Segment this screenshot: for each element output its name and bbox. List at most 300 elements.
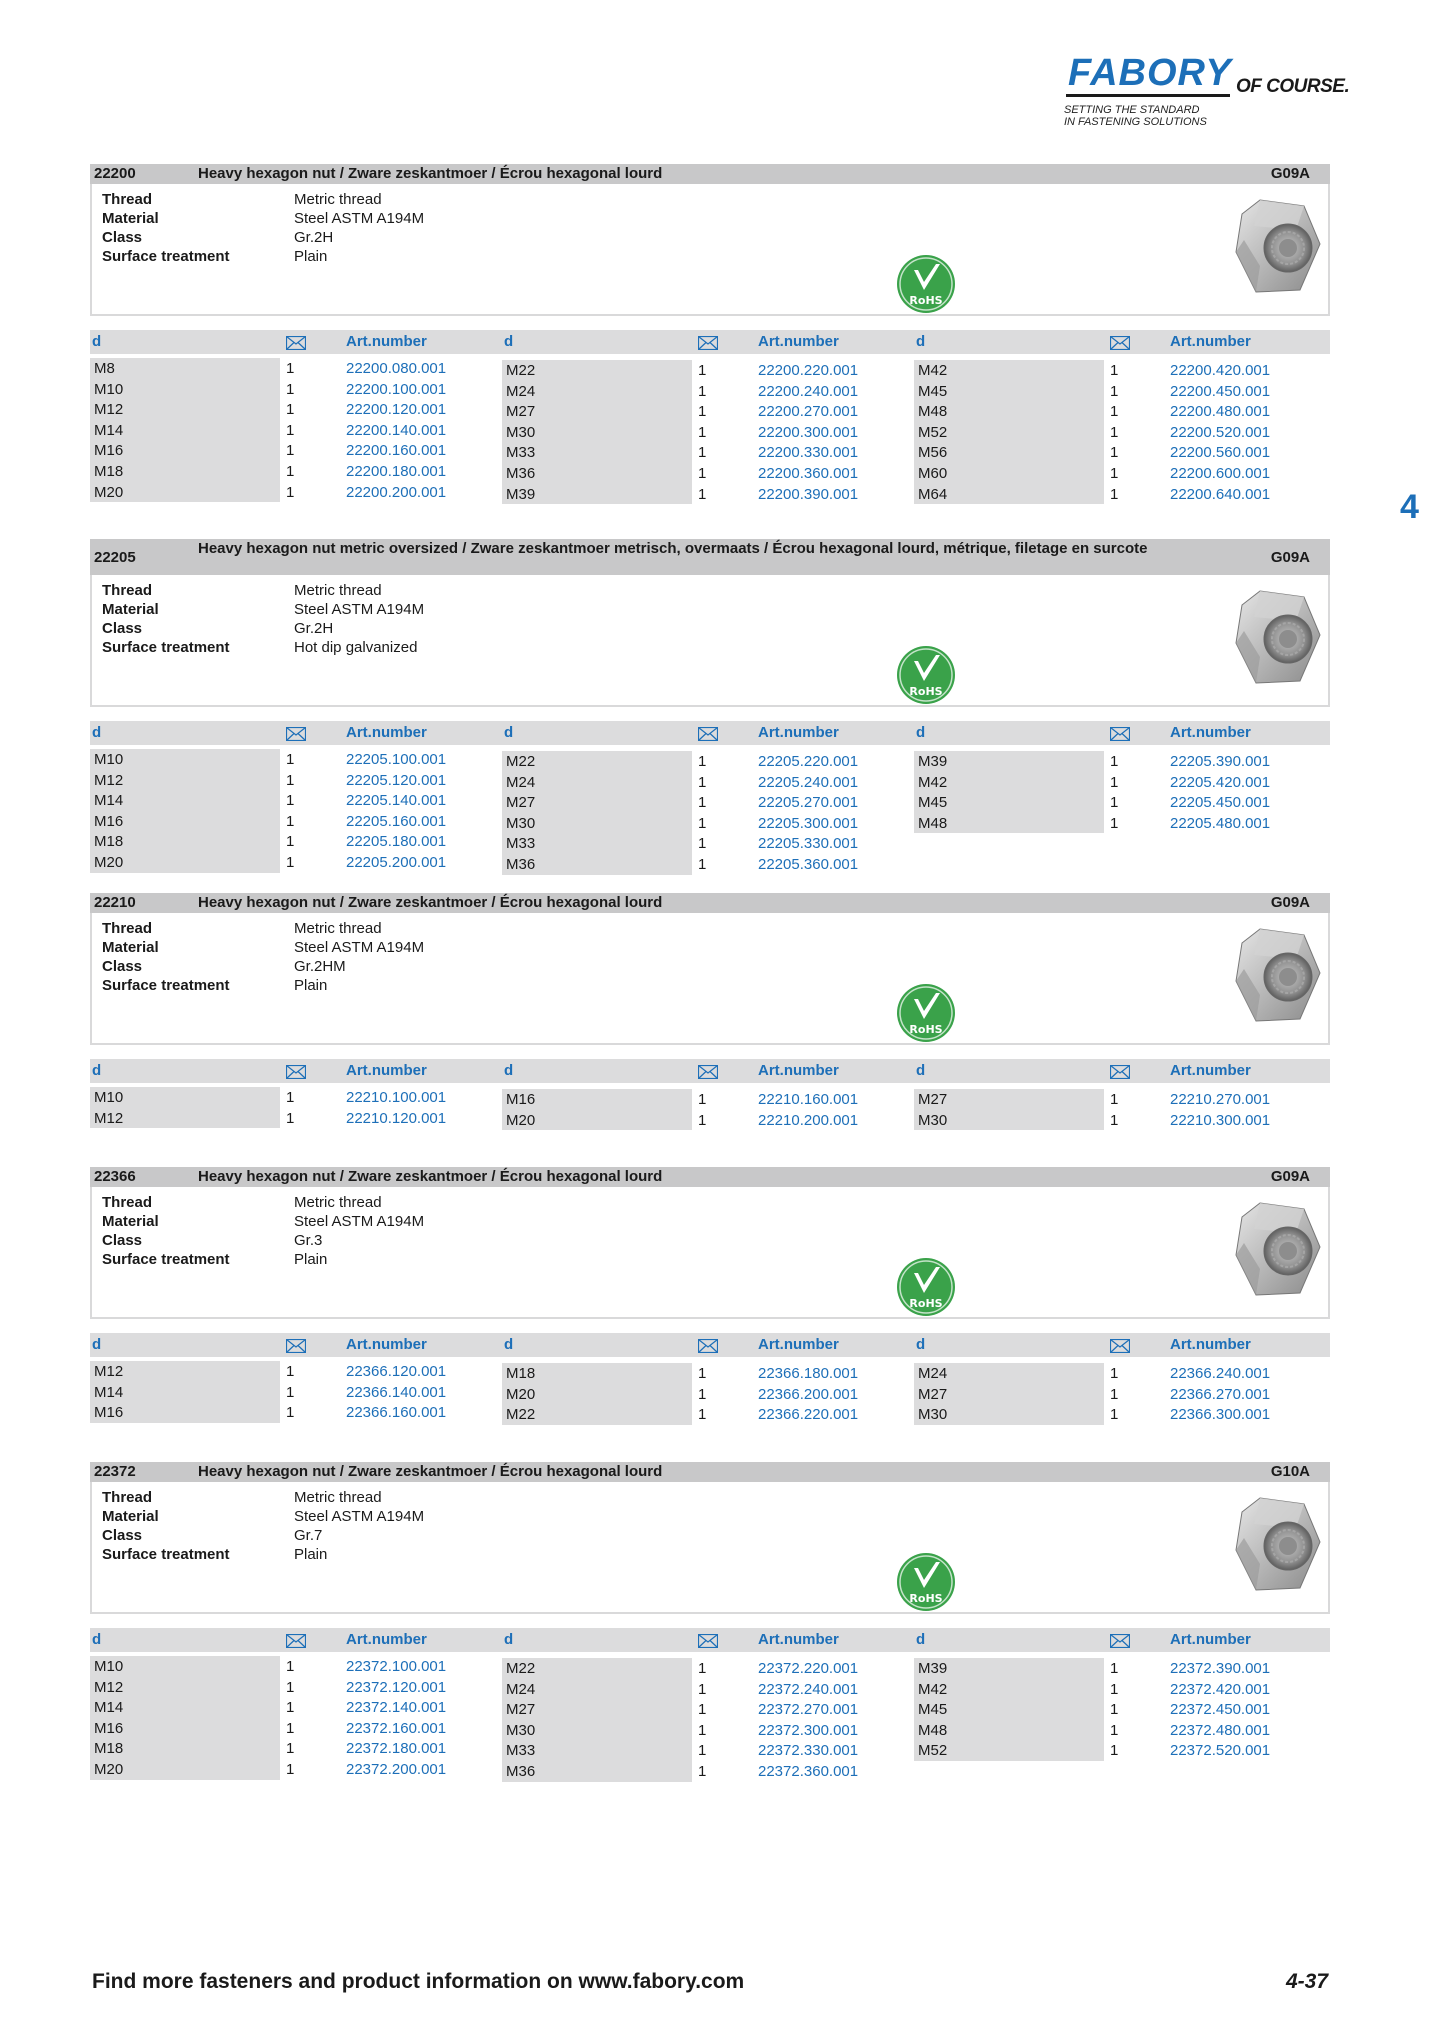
spec-value: Gr.2H	[294, 620, 334, 637]
quantity-header	[698, 1634, 718, 1648]
rohs-badge-icon	[896, 983, 956, 1043]
article-number-link[interactable]: 22205.390.001	[1170, 753, 1271, 770]
rohs-badge	[896, 254, 956, 314]
table-row	[90, 420, 490, 441]
product-title: Heavy hexagon nut / Zware zeskantmoer / Écrou hexagonal lourd	[198, 894, 663, 911]
column-header-art-number: Art.number	[346, 1336, 427, 1353]
article-number-link[interactable]: 22200.270.001	[758, 403, 859, 421]
spec-list	[102, 190, 424, 266]
quantity-cell: 1	[1110, 1365, 1119, 1382]
article-number-link[interactable]: 22200.480.001	[1170, 403, 1271, 421]
product-group-code: G09A	[1270, 894, 1310, 911]
table-row	[90, 482, 490, 503]
spec-label: Class	[102, 620, 143, 637]
size-cell: M14	[90, 420, 280, 441]
table-row	[502, 1110, 902, 1131]
article-number-link[interactable]: 22205.420.001	[1170, 773, 1271, 791]
article-number-link[interactable]: 22200.240.001	[758, 382, 859, 400]
quantity-cell: 1	[698, 753, 707, 770]
article-number-link[interactable]: 22200.420.001	[1170, 362, 1271, 379]
table-row	[90, 1402, 490, 1423]
fabory-logo	[1060, 52, 1360, 142]
rohs-badge-icon	[896, 645, 956, 705]
size-cell: M22	[502, 360, 692, 381]
article-number-link[interactable]: 22200.120.001	[346, 401, 447, 419]
quantity-header	[698, 1339, 718, 1353]
table-row	[502, 813, 902, 834]
table-row	[914, 1699, 1314, 1720]
spec-label: Surface treatment	[102, 1251, 230, 1268]
article-number-link[interactable]: 22210.120.001	[346, 1109, 447, 1127]
size-cell: M10	[90, 379, 280, 400]
article-number-link[interactable]: 22205.240.001	[758, 773, 859, 791]
spec-row-material	[102, 600, 424, 619]
quantity-cell: 1	[698, 464, 707, 482]
size-cell: M33	[502, 833, 692, 854]
product-header	[90, 164, 1330, 184]
product-spec-box	[90, 184, 1330, 316]
article-number-link[interactable]: 22210.300.001	[1170, 1111, 1271, 1129]
product-title: Heavy hexagon nut metric oversized / Zware zeskantmoer metrisch, overmaats / Écrou hexagonal lourd, métrique, filetage en surcote	[198, 540, 1148, 557]
quantity-cell: 1	[286, 1089, 295, 1106]
product-spec-box	[90, 1187, 1330, 1319]
spec-value: Metric thread	[294, 191, 382, 208]
spec-label: Material	[102, 939, 159, 956]
article-number-link[interactable]: 22205.100.001	[346, 751, 447, 768]
article-number-link[interactable]: 22372.180.001	[346, 1740, 447, 1758]
package-quantity-icon	[286, 336, 306, 350]
hex-nut-icon	[1230, 925, 1322, 1027]
article-number-link[interactable]: 22372.300.001	[758, 1721, 859, 1739]
spec-row-surface	[102, 1545, 424, 1564]
quantity-cell: 1	[1110, 1701, 1119, 1719]
table-header	[90, 330, 1330, 354]
table-row	[502, 401, 902, 422]
size-cell: M60	[914, 463, 1104, 484]
article-table	[90, 1059, 1330, 1129]
product-image	[1230, 1199, 1322, 1301]
size-cell: M24	[502, 772, 692, 793]
article-number-link[interactable]: 22372.160.001	[346, 1719, 447, 1737]
spec-list	[102, 581, 424, 657]
table-row	[914, 772, 1314, 793]
spec-row-thread	[102, 581, 424, 600]
size-cell: M14	[90, 1382, 280, 1403]
quantity-cell: 1	[1110, 794, 1119, 812]
article-number-link[interactable]: 22205.120.001	[346, 771, 447, 789]
article-number-link[interactable]: 22372.520.001	[1170, 1742, 1271, 1760]
table-row	[90, 811, 490, 832]
quantity-cell: 1	[286, 1699, 295, 1717]
size-cell: M36	[502, 1761, 692, 1782]
article-number-link[interactable]: 22205.480.001	[1170, 814, 1271, 832]
spec-value: Plain	[294, 248, 328, 265]
article-number-link[interactable]: 22200.220.001	[758, 362, 859, 379]
table-row	[90, 461, 490, 482]
table-row	[914, 484, 1314, 505]
spec-row-surface	[102, 247, 424, 266]
article-number-link[interactable]: 22205.450.001	[1170, 794, 1271, 812]
package-quantity-icon	[1110, 1634, 1130, 1648]
package-quantity-icon	[286, 1339, 306, 1353]
article-number-link[interactable]: 22366.160.001	[346, 1404, 447, 1422]
article-number-link[interactable]: 22372.420.001	[1170, 1680, 1271, 1698]
article-number-link[interactable]: 22205.300.001	[758, 814, 859, 832]
spec-list	[102, 1193, 424, 1269]
article-number-link[interactable]: 22372.220.001	[758, 1660, 859, 1677]
quantity-cell: 1	[698, 1742, 707, 1760]
spec-label: Material	[102, 210, 159, 227]
size-cell: M24	[502, 1679, 692, 1700]
size-cell: M14	[90, 1697, 280, 1718]
article-table	[90, 721, 1330, 873]
product-header	[90, 1167, 1330, 1187]
column-header-d: d	[92, 724, 102, 741]
column-header-d: d	[504, 1631, 514, 1648]
quantity-cell: 1	[286, 1740, 295, 1758]
size-cell: M22	[502, 751, 692, 772]
article-number-link[interactable]: 22372.330.001	[758, 1742, 859, 1760]
product-image	[1230, 196, 1322, 298]
quantity-cell: 1	[698, 1762, 707, 1780]
spec-row-material	[102, 938, 424, 957]
size-cell: M20	[502, 1384, 692, 1405]
size-cell: M8	[90, 358, 280, 379]
size-cell: M16	[90, 440, 280, 461]
article-number-link[interactable]: 22372.450.001	[1170, 1701, 1271, 1719]
svg-text:RoHS: RoHS	[909, 1297, 943, 1310]
table-column	[502, 360, 902, 504]
quantity-cell: 1	[698, 362, 707, 379]
spec-label: Class	[102, 958, 143, 975]
table-row	[502, 360, 902, 381]
table-row	[502, 772, 902, 793]
table-row	[502, 1089, 902, 1110]
article-number-link[interactable]: 22372.390.001	[1170, 1660, 1271, 1677]
quantity-cell: 1	[286, 1658, 295, 1675]
column-header-d: d	[916, 724, 926, 741]
table-header	[90, 721, 1330, 745]
quantity-cell: 1	[286, 1109, 295, 1127]
article-number-link[interactable]: 22205.360.001	[758, 855, 859, 873]
spec-value: Plain	[294, 1251, 328, 1268]
product-code: 22200	[94, 165, 136, 182]
logo-brand: FABORY	[1068, 52, 1232, 94]
quantity-cell: 1	[698, 485, 707, 503]
product-group-code: G09A	[1270, 549, 1310, 566]
article-number-link[interactable]: 22200.390.001	[758, 485, 859, 503]
article-number-link[interactable]: 22200.600.001	[1170, 464, 1271, 482]
table-row	[914, 422, 1314, 443]
size-cell: M16	[90, 811, 280, 832]
article-number-link[interactable]: 22200.560.001	[1170, 444, 1271, 462]
spec-value: Steel ASTM A194M	[294, 601, 425, 618]
table-column	[90, 1087, 490, 1128]
article-number-link[interactable]: 22205.220.001	[758, 753, 859, 770]
article-number-link[interactable]: 22205.200.001	[346, 853, 447, 871]
size-cell: M52	[914, 422, 1104, 443]
spec-row-thread	[102, 1488, 424, 1507]
table-column	[914, 1089, 1314, 1130]
package-quantity-icon	[698, 727, 718, 741]
column-header-d: d	[916, 1062, 926, 1079]
hex-nut-icon	[1230, 587, 1322, 689]
size-cell: M18	[90, 1738, 280, 1759]
size-cell: M16	[90, 1718, 280, 1739]
quantity-cell: 1	[1110, 1680, 1119, 1698]
size-cell: M36	[502, 854, 692, 875]
product-code: 22210	[94, 894, 136, 911]
quantity-cell: 1	[1110, 814, 1119, 832]
spec-value: Steel ASTM A194M	[294, 1508, 425, 1525]
table-row	[914, 442, 1314, 463]
article-number-link[interactable]: 22366.180.001	[758, 1365, 859, 1382]
size-cell: M14	[90, 790, 280, 811]
article-table	[90, 1333, 1330, 1424]
size-cell: M20	[502, 1110, 692, 1131]
size-cell: M39	[914, 1658, 1104, 1679]
size-cell: M42	[914, 360, 1104, 381]
rohs-badge	[896, 983, 956, 1043]
package-quantity-icon	[286, 727, 306, 741]
quantity-cell: 1	[1110, 1111, 1119, 1129]
table-row	[914, 360, 1314, 381]
product-spec-box	[90, 913, 1330, 1045]
article-number-link[interactable]: 22366.270.001	[1170, 1385, 1271, 1403]
article-number-link[interactable]: 22372.120.001	[346, 1678, 447, 1696]
column-header-d: d	[504, 333, 514, 350]
product-title: Heavy hexagon nut / Zware zeskantmoer / Écrou hexagonal lourd	[198, 1463, 663, 1480]
quantity-cell: 1	[1110, 1406, 1119, 1424]
table-row	[502, 1679, 902, 1700]
package-quantity-icon	[1110, 727, 1130, 741]
article-number-link[interactable]: 22200.520.001	[1170, 423, 1271, 441]
article-number-link[interactable]: 22210.270.001	[1170, 1091, 1271, 1108]
column-header-art-number: Art.number	[1170, 1631, 1251, 1648]
quantity-cell: 1	[286, 442, 295, 460]
article-number-link[interactable]: 22205.160.001	[346, 812, 447, 830]
quantity-cell: 1	[1110, 773, 1119, 791]
spec-row-class	[102, 1231, 424, 1250]
article-number-link[interactable]: 22372.140.001	[346, 1699, 447, 1717]
quantity-cell: 1	[1110, 1385, 1119, 1403]
spec-value: Metric thread	[294, 1194, 382, 1211]
article-number-link[interactable]: 22200.360.001	[758, 464, 859, 482]
article-number-link[interactable]: 22372.270.001	[758, 1701, 859, 1719]
article-number-link[interactable]: 22200.200.001	[346, 483, 447, 501]
article-number-link[interactable]: 22200.100.001	[346, 380, 447, 398]
quantity-cell: 1	[698, 1701, 707, 1719]
rohs-badge-icon	[896, 254, 956, 314]
article-number-link[interactable]: 22200.160.001	[346, 442, 447, 460]
article-number-link[interactable]: 22210.100.001	[346, 1089, 447, 1106]
article-number-link[interactable]: 22366.220.001	[758, 1406, 859, 1424]
spec-value: Steel ASTM A194M	[294, 939, 425, 956]
article-number-link[interactable]: 22210.160.001	[758, 1091, 859, 1108]
article-number-link[interactable]: 22366.300.001	[1170, 1406, 1271, 1424]
quantity-cell: 1	[698, 1111, 707, 1129]
size-cell: M56	[914, 442, 1104, 463]
quantity-cell: 1	[698, 1365, 707, 1382]
product-code: 22205	[94, 549, 136, 566]
spec-row-material	[102, 209, 424, 228]
package-quantity-icon	[698, 1339, 718, 1353]
table-row	[914, 401, 1314, 422]
article-table	[90, 1628, 1330, 1780]
quantity-header	[698, 1065, 718, 1079]
spec-label: Surface treatment	[102, 639, 230, 656]
article-number-link[interactable]: 22372.100.001	[346, 1658, 447, 1675]
rohs-badge-icon	[896, 1257, 956, 1317]
product-image	[1230, 925, 1322, 1027]
svg-text:RoHS: RoHS	[909, 685, 943, 698]
size-cell: M42	[914, 772, 1104, 793]
quantity-cell: 1	[286, 771, 295, 789]
spec-row-thread	[102, 190, 424, 209]
spec-label: Material	[102, 1508, 159, 1525]
spec-label: Material	[102, 601, 159, 618]
table-row	[90, 1677, 490, 1698]
hex-nut-icon	[1230, 1199, 1322, 1301]
quantity-header	[698, 336, 718, 350]
article-number-link[interactable]: 22200.080.001	[346, 360, 447, 377]
table-column	[914, 360, 1314, 504]
spec-label: Thread	[102, 1194, 153, 1211]
quantity-cell: 1	[698, 1385, 707, 1403]
rohs-badge	[896, 1257, 956, 1317]
size-cell: M42	[914, 1679, 1104, 1700]
package-quantity-icon	[1110, 1339, 1130, 1353]
table-row	[90, 1759, 490, 1780]
table-row	[90, 1087, 490, 1108]
article-number-link[interactable]: 22200.640.001	[1170, 485, 1271, 503]
column-header-d: d	[916, 333, 926, 350]
spec-value: Gr.2H	[294, 229, 334, 246]
article-number-link[interactable]: 22200.450.001	[1170, 382, 1271, 400]
spec-value: Steel ASTM A194M	[294, 210, 425, 227]
table-row	[502, 1720, 902, 1741]
column-header-d: d	[504, 1062, 514, 1079]
size-cell: M30	[502, 813, 692, 834]
footer-text[interactable]: Find more fasteners and product information on www.fabory.com	[92, 1970, 745, 1993]
table-row	[502, 1740, 902, 1761]
spec-label: Thread	[102, 582, 153, 599]
size-cell: M39	[914, 751, 1104, 772]
package-quantity-icon	[1110, 336, 1130, 350]
spec-label: Surface treatment	[102, 977, 230, 994]
size-cell: M48	[914, 1720, 1104, 1741]
hex-nut-icon	[1230, 1494, 1322, 1596]
spec-value: Steel ASTM A194M	[294, 1213, 425, 1230]
package-quantity-icon	[286, 1634, 306, 1648]
quantity-cell: 1	[698, 382, 707, 400]
article-number-link[interactable]: 22372.200.001	[346, 1760, 447, 1778]
article-number-link[interactable]: 22200.140.001	[346, 421, 447, 439]
product-title: Heavy hexagon nut / Zware zeskantmoer / Écrou hexagonal lourd	[198, 165, 663, 182]
package-quantity-icon	[1110, 1065, 1130, 1079]
quantity-cell: 1	[698, 423, 707, 441]
table-row	[502, 833, 902, 854]
quantity-cell: 1	[286, 360, 295, 377]
table-row	[90, 379, 490, 400]
spec-value: Gr.3	[294, 1232, 323, 1249]
spec-value: Plain	[294, 977, 328, 994]
logo-slogan: OF COURSE.	[1236, 76, 1350, 97]
table-column	[90, 749, 490, 873]
size-cell: M16	[502, 1089, 692, 1110]
spec-row-surface	[102, 1250, 424, 1269]
table-row	[90, 749, 490, 770]
logo-tagline: SETTING THE STANDARD IN FASTENING SOLUTIONS	[1064, 104, 1207, 128]
article-number-link[interactable]: 22200.330.001	[758, 444, 859, 462]
article-number-link[interactable]: 22210.200.001	[758, 1111, 859, 1129]
table-row	[914, 381, 1314, 402]
table-row	[502, 381, 902, 402]
article-number-link[interactable]: 22366.200.001	[758, 1385, 859, 1403]
article-number-link[interactable]: 22205.270.001	[758, 794, 859, 812]
article-number-link[interactable]: 22366.140.001	[346, 1383, 447, 1401]
article-number-link[interactable]: 22205.330.001	[758, 835, 859, 853]
spec-row-material	[102, 1212, 424, 1231]
table-row	[90, 1738, 490, 1759]
spec-value: Gr.7	[294, 1527, 323, 1544]
quantity-cell: 1	[698, 773, 707, 791]
article-number-link[interactable]: 22366.120.001	[346, 1363, 447, 1380]
article-number-link[interactable]: 22372.480.001	[1170, 1721, 1271, 1739]
quantity-header	[286, 1634, 306, 1648]
article-number-link[interactable]: 22372.240.001	[758, 1680, 859, 1698]
table-row	[914, 1089, 1314, 1110]
size-cell: M20	[90, 1759, 280, 1780]
column-header-art-number: Art.number	[758, 333, 839, 350]
package-quantity-icon	[286, 1065, 306, 1079]
size-cell: M22	[502, 1404, 692, 1425]
quantity-cell: 1	[286, 483, 295, 501]
table-row	[90, 770, 490, 791]
product-title: Heavy hexagon nut / Zware zeskantmoer / Écrou hexagonal lourd	[198, 1168, 663, 1185]
article-number-link[interactable]: 22205.140.001	[346, 792, 447, 810]
table-column	[502, 1363, 902, 1425]
article-number-link[interactable]: 22372.360.001	[758, 1762, 859, 1780]
column-header-art-number: Art.number	[346, 724, 427, 741]
table-column	[90, 358, 490, 502]
article-number-link[interactable]: 22366.240.001	[1170, 1365, 1271, 1382]
column-header-d: d	[916, 1336, 926, 1353]
article-number-link[interactable]: 22200.180.001	[346, 462, 447, 480]
table-row	[502, 1761, 902, 1782]
table-row	[90, 1361, 490, 1382]
column-header-art-number: Art.number	[346, 333, 427, 350]
quantity-header	[286, 727, 306, 741]
table-row	[914, 463, 1314, 484]
table-row	[90, 399, 490, 420]
table-row	[502, 1404, 902, 1425]
article-number-link[interactable]: 22205.180.001	[346, 833, 447, 851]
table-row	[90, 1382, 490, 1403]
size-cell: M64	[914, 484, 1104, 505]
size-cell: M20	[90, 482, 280, 503]
quantity-cell: 1	[1110, 464, 1119, 482]
quantity-cell: 1	[286, 853, 295, 871]
size-cell: M20	[90, 852, 280, 873]
size-cell: M45	[914, 381, 1104, 402]
quantity-cell: 1	[286, 462, 295, 480]
table-row	[914, 792, 1314, 813]
table-row	[502, 792, 902, 813]
page-number: 4-37	[1286, 1970, 1329, 1993]
size-cell: M30	[914, 1404, 1104, 1425]
article-number-link[interactable]: 22200.300.001	[758, 423, 859, 441]
